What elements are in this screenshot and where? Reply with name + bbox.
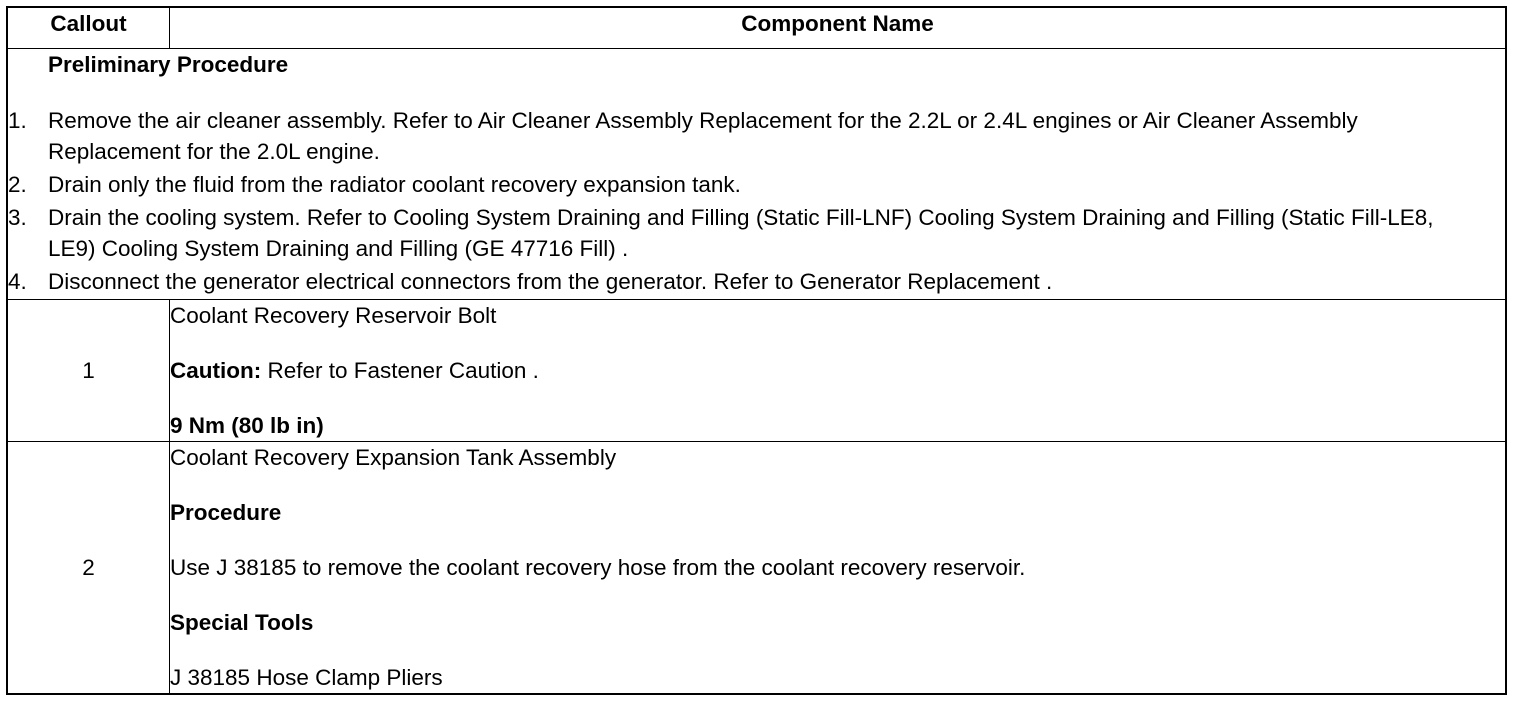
step-text: Disconnect the generator electrical connectors from the generator. Refer to Generator Replacement . [48,269,1053,294]
procedure-text: Use J 38185 to remove the coolant recovery hose from the coolant recovery reservoir. [170,555,1026,580]
preliminary-procedure-title: Preliminary Procedure [48,52,289,77]
caution-note [170,355,1505,386]
step-number: 2. [8,172,27,197]
special-tools-text: J 38185 Hose Clamp Pliers [170,665,443,690]
preliminary-procedure-cell [7,49,1506,300]
component-table [6,6,1507,695]
preliminary-step [8,169,1505,200]
preliminary-step [8,202,1505,264]
preliminary-step [8,266,1505,297]
step-text: Remove the air cleaner assembly. Refer to Air Cleaner Assembly Replacement for the 2.2L or 2.4L engines or Air Cleaner Assembly Replacement for the 2.0L engine. [48,108,1358,164]
table-header-row [7,7,1506,49]
callout-number: 2 [7,442,170,695]
torque-spec: 9 Nm (80 lb in) [170,413,324,438]
component-name: Coolant Recovery Expansion Tank Assembly [170,445,617,470]
table-row [7,442,1506,695]
component-cell [170,442,1507,695]
preliminary-steps-list [8,105,1505,297]
step-text: Drain the cooling system. Refer to Cooling System Draining and Filling (Static Fill-LNF) Cooling System Draining and Filling (Static Fill-LE8, LE9) Cooling System Draining and Filling (GE 47716 Fill) . [48,205,1434,261]
preliminary-procedure-row [7,49,1506,300]
component-name: Coolant Recovery Reservoir Bolt [170,303,497,328]
procedure-label: Procedure [170,500,282,525]
preliminary-step [8,105,1505,167]
step-number: 4. [8,269,27,294]
caution-text: Refer to Fastener Caution . [261,358,539,383]
special-tools-label: Special Tools [170,610,314,635]
caution-label: Caution: [170,358,262,383]
step-number: 1. [8,108,27,133]
table-row [7,300,1506,442]
column-header-callout: Callout [7,7,170,49]
callout-number: 1 [7,300,170,442]
step-number: 3. [8,205,27,230]
component-cell [170,300,1507,442]
column-header-component-name: Component Name [170,7,1507,49]
step-text: Drain only the fluid from the radiator coolant recovery expansion tank. [48,172,741,197]
